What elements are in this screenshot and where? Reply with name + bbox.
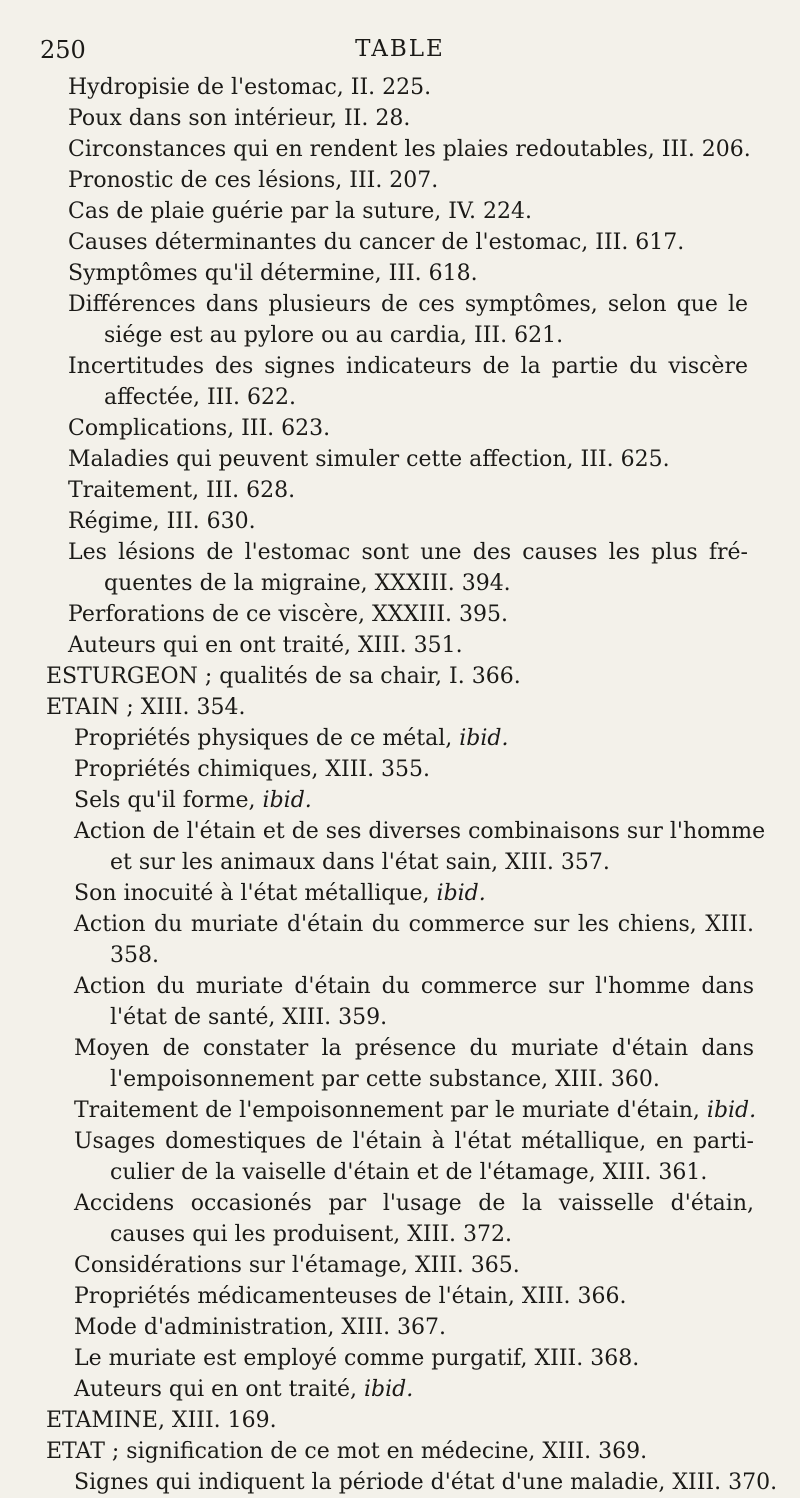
- index-line: [0, 1250, 800, 1281]
- index-line-text: ETAT ; signification de ce mot en médecine, XIII. 369.: [46, 1439, 648, 1464]
- index-line: [0, 692, 800, 723]
- index-line: [0, 1188, 754, 1219]
- index-line-text: Le muriate est employé comme purgatif, XIII. 368.: [74, 1346, 640, 1371]
- index-entries: [0, 72, 800, 1498]
- index-line: [0, 165, 800, 196]
- index-line-text: Propriétés chimiques, XIII. 355.: [74, 757, 431, 782]
- index-line: [0, 816, 766, 847]
- index-line-text: Signes qui indiquent la période d'état d'une maladie, XIII. 370.: [74, 1470, 778, 1495]
- index-line-text: ETAMINE, XIII. 169.: [46, 1408, 277, 1433]
- index-line-text: Les lésions de l'estomac sont une des causes les plus fré-: [68, 540, 748, 565]
- index-line-text: causes qui les produisent, XIII. 372.: [110, 1222, 512, 1247]
- index-line: [0, 320, 800, 351]
- index-line-text: Son inocuité à l'état métallique,: [74, 881, 437, 906]
- index-line-text: Action de l'étain et de ses diverses combinaisons sur l'homme: [74, 819, 766, 844]
- index-line: [0, 971, 754, 1002]
- index-line-text: 358.: [110, 943, 159, 968]
- index-line: [0, 1374, 800, 1405]
- index-line-text: Poux dans son intérieur, II. 28.: [68, 106, 411, 131]
- index-line: [0, 227, 800, 258]
- index-line-text: Pronostic de ces lésions, III. 207.: [68, 168, 439, 193]
- index-line: [0, 568, 800, 599]
- index-line: [0, 413, 800, 444]
- index-line-ibid: ibid.: [436, 881, 486, 906]
- index-line-text: Maladies qui peuvent simuler cette affection, III. 625.: [68, 447, 670, 472]
- index-line-text: Mode d'administration, XIII. 367.: [74, 1315, 447, 1340]
- index-line: [0, 134, 800, 165]
- index-line-text: Complications, III. 623.: [68, 416, 331, 441]
- index-line-text: Symptômes qu'il détermine, III. 618.: [68, 261, 478, 286]
- index-line-text: Action du muriate d'étain du commerce sur l'homme dans: [74, 974, 754, 999]
- index-line: [0, 258, 800, 289]
- page-header: [40, 36, 760, 66]
- index-line-text: affectée, III. 622.: [104, 385, 296, 410]
- index-line-ibid: ibid.: [706, 1098, 757, 1123]
- index-line-text: Considérations sur l'étamage, XIII. 365.: [74, 1253, 520, 1278]
- index-line-text: ESTURGEON ; qualités de sa chair, I. 366.: [46, 664, 521, 689]
- index-line-text: Action du muriate d'étain du commerce sur les chiens, XIII.: [74, 912, 754, 937]
- index-line: [0, 630, 800, 661]
- index-line: [0, 1002, 800, 1033]
- index-line-ibid: ibid.: [262, 788, 312, 813]
- index-line: [0, 1467, 800, 1498]
- page-number: 250: [40, 36, 86, 64]
- index-line: [0, 72, 800, 103]
- index-line-text: l'empoisonnement par cette substance, XIII. 360.: [110, 1067, 660, 1092]
- index-line: [0, 847, 800, 878]
- index-line-text: Usages domestiques de l'étain à l'état métallique, en parti-: [74, 1129, 754, 1154]
- index-line: [0, 754, 800, 785]
- index-line-text: Incertitudes des signes indicateurs de la partie du viscère: [68, 354, 748, 379]
- index-line-text: Différences dans plusieurs de ces symptômes, selon que le: [68, 292, 748, 317]
- index-line: [0, 661, 800, 692]
- index-line: [0, 599, 800, 630]
- index-line: [0, 289, 748, 320]
- index-line: [0, 1033, 754, 1064]
- index-line-text: Circonstances qui en rendent les plaies redoutables, III. 206.: [68, 137, 751, 162]
- index-line: [0, 103, 800, 134]
- index-line-text: culier de la vaiselle d'étain et de l'étamage, XIII. 361.: [110, 1160, 708, 1185]
- index-line: [0, 475, 800, 506]
- index-line: [0, 940, 800, 971]
- running-title: TABLE: [355, 36, 445, 62]
- index-line-text: Moyen de constater la présence du muriate d'étain dans: [74, 1036, 754, 1061]
- index-line: [0, 537, 748, 568]
- index-line: [0, 1064, 800, 1095]
- index-line: [0, 1126, 754, 1157]
- index-line-text: Régime, III. 630.: [68, 509, 256, 534]
- index-line: [0, 351, 748, 382]
- index-line: [0, 196, 800, 227]
- index-line: [0, 878, 800, 909]
- index-line: [0, 444, 800, 475]
- index-line-text: Accidens occasionés par l'usage de la vaisselle d'étain,: [74, 1191, 754, 1216]
- index-line-text: Propriétés physiques de ce métal,: [74, 726, 460, 751]
- index-line-text: ETAIN ; XIII. 354.: [46, 695, 246, 720]
- index-line-text: Perforations de ce viscère, XXXIII. 395.: [68, 602, 509, 627]
- index-line: [0, 1219, 800, 1250]
- index-line-text: Propriétés médicamenteuses de l'étain, XIII. 366.: [74, 1284, 627, 1309]
- index-line-text: Traitement, III. 628.: [68, 478, 296, 503]
- index-line-text: Auteurs qui en ont traité,: [74, 1377, 364, 1402]
- index-line-text: l'état de santé, XIII. 359.: [110, 1005, 388, 1030]
- index-line: [0, 1436, 800, 1467]
- index-line-text: siége est au pylore ou au cardia, III. 621.: [104, 323, 564, 348]
- index-line-text: Cas de plaie guérie par la suture, IV. 224.: [68, 199, 532, 224]
- index-line-text: et sur les animaux dans l'état sain, XIII. 357.: [110, 850, 610, 875]
- index-line-ibid: ibid.: [363, 1377, 414, 1402]
- index-line: [0, 1405, 800, 1436]
- index-line-text: Auteurs qui en ont traité, XIII. 351.: [68, 633, 463, 658]
- index-line: [0, 785, 800, 816]
- index-line: [0, 723, 800, 754]
- index-line: [0, 1343, 800, 1374]
- index-line: [0, 1281, 800, 1312]
- index-line: [0, 382, 800, 413]
- index-line: [0, 1095, 800, 1126]
- index-line-text: Sels qu'il forme,: [74, 788, 263, 813]
- index-line-text: quentes de la migraine, XXXIII. 394.: [104, 571, 511, 596]
- index-line-text: Hydropisie de l'estomac, II. 225.: [68, 75, 432, 100]
- index-line-ibid: ibid.: [459, 726, 509, 751]
- index-line: [0, 1157, 800, 1188]
- index-line: [0, 506, 800, 537]
- index-line: [0, 909, 754, 940]
- index-line: [0, 1312, 800, 1343]
- index-line-text: Causes déterminantes du cancer de l'estomac, III. 617.: [68, 230, 685, 255]
- index-line-text: Traitement de l'empoisonnement par le muriate d'étain,: [74, 1098, 707, 1123]
